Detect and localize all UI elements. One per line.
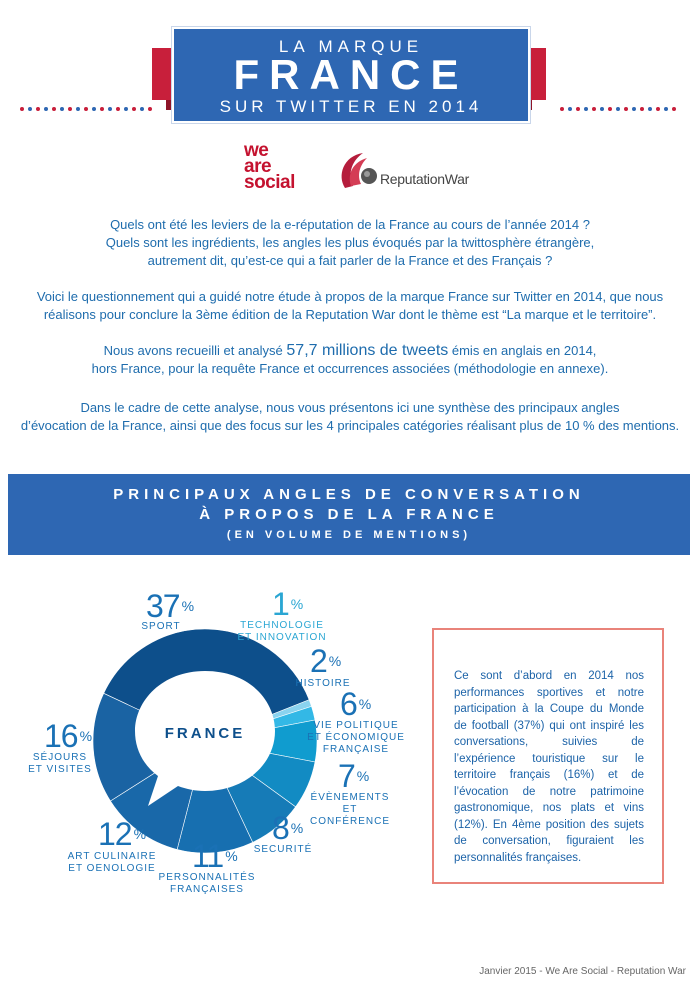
section-banner <box>8 474 690 555</box>
label-line: ÉVÈNEMENTS <box>310 792 390 803</box>
logo-word-are: are <box>244 156 272 177</box>
intro-line: autrement dit, qu’est-ce qui a fait parler de la France et des Français ? <box>147 253 553 268</box>
pct-tech: 1 % <box>272 586 303 622</box>
donut-center-label: FRANCE <box>164 725 246 742</box>
label-line: VIE POLITIQUE <box>313 720 399 731</box>
decor-dot <box>672 107 676 111</box>
tweets-count-highlight: 57,7 millions de tweets <box>286 342 449 359</box>
label-tech <box>228 620 336 644</box>
pct-value: 6 <box>340 686 357 722</box>
decor-dot <box>132 107 136 111</box>
intro-line: réalisons pour conclure la 3ème édition de la Reputation War dont le thème est “La marque et le territoire”. <box>43 307 657 322</box>
decor-dot <box>28 107 32 111</box>
pct-value: 12 <box>98 816 132 852</box>
decor-dot <box>20 107 24 111</box>
title-line-1: LA MARQUE <box>278 37 424 56</box>
decor-dot <box>600 107 604 111</box>
we-are-social-logo <box>244 140 295 193</box>
decor-dot <box>648 107 652 111</box>
label-line: HISTOIRE <box>295 678 351 689</box>
label-line: FRANÇAISES <box>170 884 244 895</box>
label-line: SECURITÉ <box>253 844 313 855</box>
dotted-line-left <box>20 98 156 104</box>
pct-evenements: 7 % <box>338 758 369 794</box>
decor-dot <box>36 107 40 111</box>
decor-dot <box>140 107 144 111</box>
label-line: ET CONFÉRENCE <box>309 804 390 827</box>
pct-value: 11 <box>192 838 224 874</box>
intro-paragraph-4 <box>20 399 680 435</box>
title-france: FRANCE <box>233 51 469 98</box>
footer-credit: Janvier 2015 - We Are Social - Reputation War <box>479 966 686 977</box>
intro-line: Quels ont été les leviers de la e-réputation de la France au cours de l’année 2014 ? <box>110 217 590 232</box>
label-line: ET INNOVATION <box>237 632 327 643</box>
intro-line: d’évocation de la France, ainsi que des focus sur les 4 principales catégories réalisant plus de 10 % des mentions. <box>20 418 680 433</box>
decor-dot <box>624 107 628 111</box>
decor-dot <box>560 107 564 111</box>
section-title-1: PRINCIPAUX ANGLES DE CONVERSATION <box>113 486 585 503</box>
decor-dot <box>52 107 56 111</box>
reputation-war-logo-text: ReputationWar <box>380 171 469 187</box>
pct-securite: 8 % <box>272 810 303 846</box>
pct-value: 37 <box>146 588 180 624</box>
intro-line: Dans le cadre de cette analyse, nous vous présentons ici une synthèse des principaux angles <box>80 400 620 415</box>
pct-value: 1 <box>272 586 289 622</box>
dotted-line-right <box>560 98 680 104</box>
label-line: ET ÉCONOMIQUE <box>307 732 405 743</box>
logo-word-we: we <box>244 140 269 161</box>
label-line: ET VISITES <box>28 764 92 775</box>
decor-dot <box>100 107 104 111</box>
intro-line: Voici le questionnement qui a guidé notre étude à propos de la marque France sur Twitter en 2014, que nous <box>36 289 664 304</box>
pct-value: 2 <box>310 643 327 679</box>
pct-histoire: 2 % <box>310 643 341 679</box>
decor-dot <box>640 107 644 111</box>
intro-line: hors France, pour la requête France et occurrences associées (méthodologie en annexe). <box>91 361 609 376</box>
intro-paragraph-2 <box>20 288 680 324</box>
header <box>0 0 700 125</box>
section-title-2: À PROPOS DE LA FRANCE <box>199 506 499 523</box>
label-sport <box>136 621 186 633</box>
intro-text: Nous avons recueilli et analysé <box>103 343 287 358</box>
decor-dot <box>632 107 636 111</box>
logo-word-social: social <box>244 172 295 193</box>
intro-text: émis en anglais en 2014, <box>448 343 597 358</box>
decor-dot <box>84 107 88 111</box>
label-politique <box>300 720 412 756</box>
decor-dot <box>108 107 112 111</box>
decor-dot <box>584 107 588 111</box>
intro-line <box>20 342 680 360</box>
decor-dot <box>568 107 572 111</box>
decor-dot <box>656 107 660 111</box>
decor-dot <box>592 107 596 111</box>
decor-dot <box>576 107 580 111</box>
summary-text: Ce sont d’abord en 2014 nos performances sportives et notre participation à la Coupe du Monde de football (37%) qui ont inspiré les conversations, suivies de l’expérience touristique sur le territoire français (16%) et de l’évocation de notre patrimoine gastronomique, nos plats et vins (12%). En 4ème position des sujets de conversation, figuraient les personnalités françaises. <box>454 670 644 864</box>
label-line: TECHNOLOGIE <box>240 620 324 631</box>
decor-dot <box>608 107 612 111</box>
decor-dot <box>148 107 152 111</box>
ribbon-left <box>152 48 174 100</box>
pct-politique: 6 % <box>340 686 371 722</box>
label-securite <box>248 844 318 856</box>
pct-sejours: 16 % <box>44 718 92 754</box>
summary-box <box>432 628 664 884</box>
reputation-war-logo-icon <box>335 148 385 193</box>
intro-line: Quels sont les ingrédients, les angles les plus évoqués par la twittosphère étrangère, <box>105 235 595 250</box>
decor-dot <box>68 107 72 111</box>
label-line: SÉJOURS <box>32 752 88 763</box>
title-banner <box>172 27 530 123</box>
label-sejours <box>26 752 94 776</box>
pct-personnalites: 11 % <box>192 838 237 874</box>
pct-sport: 37 % <box>146 588 194 624</box>
label-line: ART CULINAIRE <box>67 851 157 862</box>
decor-dot <box>616 107 620 111</box>
pct-culinaire: 12 % <box>98 816 146 852</box>
label-line: SPORT <box>141 621 181 632</box>
intro-paragraph-3 <box>20 342 680 378</box>
section-subtitle: (EN VOLUME DE MENTIONS) <box>226 529 472 541</box>
decor-dot <box>92 107 96 111</box>
label-personnalites <box>158 872 256 896</box>
label-line: ET OENOLOGIE <box>68 863 156 874</box>
label-line: FRANÇAISE <box>322 744 390 755</box>
label-line: PERSONNALITÉS <box>158 872 256 883</box>
decor-dot <box>60 107 64 111</box>
title-line-3: SUR TWITTER EN 2014 <box>219 97 483 116</box>
pct-value: 7 <box>338 758 355 794</box>
decor-dot <box>124 107 128 111</box>
pct-value: 16 <box>44 718 78 754</box>
label-evenements <box>302 792 398 828</box>
decor-dot <box>116 107 120 111</box>
decor-dot <box>664 107 668 111</box>
pct-value: 8 <box>272 810 289 846</box>
intro-paragraph-1 <box>20 216 680 270</box>
decor-dot <box>44 107 48 111</box>
decor-dot <box>76 107 80 111</box>
label-culinaire <box>64 851 160 875</box>
